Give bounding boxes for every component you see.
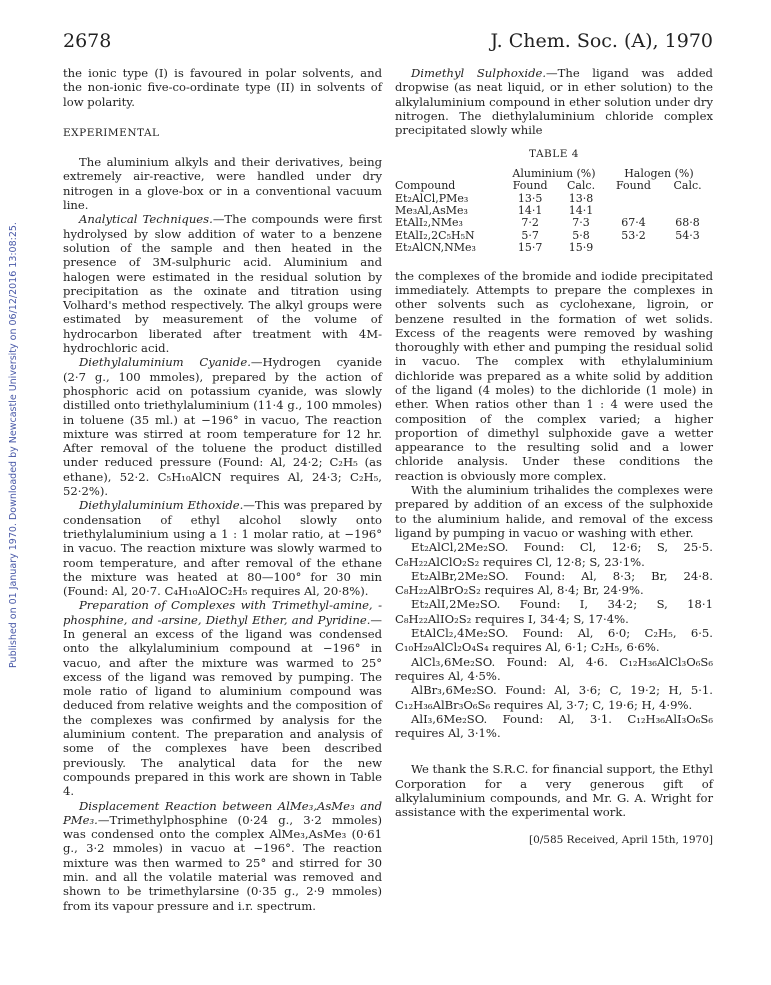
analysis-entry: Et₂AlI,2Me₂SO. Found: I, 34·2; S, 18·1 C₈H₂₂AlIO₂S₂ requires I, 34·4; S, 17·4%. (395, 597, 713, 626)
compound-cell: Et₂AlCN,NMe₃ (395, 241, 476, 255)
run-in-title: Preparation of Complexes with Trimethyl-amine, -phosphine, and -arsine, Diethyl Ether, and Pyridine. (63, 598, 382, 627)
hal-calc-cell: 68·8 (675, 216, 700, 230)
paragraph (63, 355, 382, 498)
al-found-cell: 7·2 (521, 216, 539, 230)
al-calc-cell: 7·3 (572, 216, 590, 230)
paragraph (63, 212, 382, 355)
hal-found-cell: 67·4 (621, 216, 646, 230)
paragraph-text: —The compounds were first hydrolysed by slow addition of water to a benzene solution of the sample and then heated in the presence of 3M-sulphuric acid. Aluminium and halogen were estimated in the residual solution by precipitation as the oxinate and titration using Volhard's method respectively. The alkyl groups were estimated by measurement of the volume of hydrocarbon liberated after treatment with 4M-hydrochloric acid. (63, 212, 382, 356)
received-note: [0/585 Received, April 15th, 1970] (528, 833, 713, 846)
compound-cell: Me₃Al,AsMe₃ (395, 204, 468, 217)
al-found-cell: 14·1 (517, 204, 543, 217)
analysis-entry: AlCl₃,6Me₂SO. Found: Al, 4·6. C₁₂H₃₆AlCl₃O₆S₆ requires Al, 4·5%. (395, 654, 713, 683)
column-header-compound: Compound (395, 179, 456, 193)
hal-calc-cell: 54·3 (675, 228, 700, 242)
run-in-title: Analytical Techniques. (79, 212, 213, 227)
paragraph: The aluminium alkyls and their derivatives, being extremely air-reactive, were handled under dry nitrogen in a glove-box or in a conventional vacuum line. (63, 155, 382, 213)
analysis-entry: Et₂AlBr,2Me₂SO. Found: Al, 8·3; Br, 24·8. C₈H₂₂AlBrO₂S₂ requires Al, 8·4; Br, 24·9%. (395, 568, 713, 598)
publication-note: Published on 01 January 1970. Downloaded by Newcastle University on 06/12/2016 13:08:25. (8, 222, 19, 668)
compound-cell: Et₂AlCl,PMe₃ (395, 191, 469, 205)
left-column (63, 66, 382, 913)
paragraph-text: —Trimethylphosphine (0·24 g., 3·2 mmoles) was condensed onto the complex AlMe₃,AsMe₃ (0·61 g., 3·2 mmoles) in vacuo at −196°. The reaction mixture was then warmed to 25° and stirred for 30 min. and all the volatile material was removed and shown to be trimethylarsine (0·35 g., 2·9 mmoles) from its vapour pressure and i.r. spectrum. (63, 812, 382, 913)
paragraph (395, 66, 713, 137)
column-header-calc: Calc. (673, 179, 702, 193)
analysis-entry: AlBr₃,6Me₂SO. Found: Al, 3·6; C, 19·2; H, 5·1. C₁₂H₃₆AlBr₃O₆S₆ requires Al, 3·7; C, 19·6; H, 4·9%. (395, 683, 713, 712)
analysis-entry: Et₂AlCl,2Me₂SO. Found: Cl, 12·6; S, 25·5. C₈H₂₂AlClO₂S₂ requires Cl, 12·8; S, 23·1%. (395, 540, 713, 569)
al-calc-cell: 5·8 (572, 228, 590, 242)
column-header-found: Found (616, 179, 651, 193)
section-heading: EXPERIMENTAL (63, 126, 160, 139)
column-header-found: Found (512, 179, 548, 193)
hal-found-cell (605, 193, 662, 205)
hal-found-cell: 53·2 (621, 228, 646, 242)
analysis-table (395, 168, 713, 255)
paragraph (63, 498, 382, 598)
table-row (395, 242, 713, 254)
run-in-title: Diethylaluminium Ethoxide. (79, 498, 244, 513)
al-calc-cell: 14·1 (568, 204, 594, 217)
table-title: TABLE 4 (529, 148, 579, 161)
journal-title: J. Chem. Soc. (A), 1970 (490, 30, 713, 52)
column-header-calc: Calc. (566, 179, 596, 193)
paragraph: the complexes of the bromide and iodide precipitated immediately. Attempts to prepare the complexes in other solvents such as cyclohexane, ligroin, or benzene resulted in the formation of wet solids. Excess of the reagents were removed by washing thoroughly with ether and pumping the residual solid in vacuo. The complex with ethylaluminium dichloride was prepared as a white solid by addition of the ligand (4 moles) to the dichloride (1 mole) in ether. When ratios other than 1 : 4 were used the composition of the complex varied; a higher proportion of dimethyl sulphoxide gave a wetter appearance to the resulting solid and a lower chloride analysis. Under these conditions the reaction is obviously more complex. (395, 268, 713, 483)
paragraph-text: —This was prepared by condensation of ethyl alcohol slowly onto triethylaluminium using a 1 : 1 molar ratio, at −196° in vacuo. The reaction mixture was slowly warmed to room temperature, and after removal of the ethane the mixture was heated at 80—100° for 30 min (Found: Al, 20·7. C₄H₁₀AlOC₂H₅ requires Al, 20·8%). (63, 498, 382, 599)
paragraph-text: —In general an excess of the ligand was condensed onto the alkylaluminium compound at −196° in vacuo, and after the mixture was warmed to 25° excess of the ligand was removed by pumping. The mole ratio of ligand to aluminium compound was deduced from relative weights and the composition of the complexes was confirmed by analysis for the aluminium content. The preparation and analysis of some of the complexes have been described previously. The analytical data for the new compounds prepared in this work are shown in Table 4. (63, 612, 382, 799)
table-row (395, 217, 713, 229)
paragraph: With the aluminium trihalides the complexes were prepared by addition of an excess of the sulphoxide to the aluminium halide, and removal of the excess ligand by pumping in vacuo or washing with ether. (395, 483, 713, 540)
run-in-title: Diethylaluminium Cyanide. (79, 355, 251, 370)
publication-sidebar (0, 40, 19, 690)
paragraph (63, 598, 382, 798)
group-header-aluminium: Aluminium (%) (512, 166, 596, 180)
intro-paragraph: the ionic type (I) is favoured in polar solvents, and the non-ionic five-co-ordinate type (II) in solvents of low polarity. (63, 66, 382, 109)
run-in-title: Displacement Reaction between AlMe₃,AsMe₃ and PMe₃. (63, 798, 382, 827)
paragraph-text: —The ligand was added dropwise (as neat liquid, or in ether solution) to the alkylaluminium compound in ether solution under dry nitrogen. The diethylaluminium chloride complex precipitated slowly while (395, 66, 713, 138)
paragraph (63, 799, 382, 913)
hal-found-cell (605, 242, 662, 254)
analysis-entry: AlI₃,6Me₂SO. Found: Al, 3·1. C₁₂H₃₆AlI₃O₆S₆ requires Al, 3·1%. (395, 711, 713, 741)
hal-calc-cell (662, 242, 713, 254)
analysis-entry: EtAlCl₂,4Me₂SO. Found: Al, 6·0; C₂H₅, 6·5. C₁₀H₂₉AlCl₂O₄S₄ requires Al, 6·1; C₂H₅, 6·6%. (395, 626, 713, 655)
run-in-title: Dimethyl Sulphoxide. (411, 66, 547, 80)
group-header-halogen: Halogen (%) (624, 166, 694, 180)
hal-calc-cell (662, 193, 713, 205)
page-number: 2678 (63, 30, 112, 52)
paragraph-text: —Hydrogen cyanide (2·7 g., 100 mmoles), prepared by the action of phosphoric acid on potassium cyanide, was slowly distilled onto triethylaluminium (11·4 g., 100 mmoles) in toluene (35 ml.) at −196° in vacuo, The reaction mixture was stirred at room temperature for 12 hr. After removal of the toluene the product distilled under reduced pressure (Found: Al, 24·2; C₂H₅ (as ethane), 52·2. C₅H₁₀AlCN requires Al, 24·3; C₂H₅, 52·2%). (63, 355, 382, 499)
al-found-cell: 5·7 (521, 228, 539, 242)
compound-cell: EtAlI₂,NMe₃ (395, 216, 463, 230)
al-found-cell: 15·7 (517, 241, 543, 255)
al-calc-cell: 15·9 (568, 241, 594, 255)
al-found-cell: 13·5 (517, 191, 543, 205)
compound-cell: EtAlI₂,2C₅H₅N (395, 228, 475, 242)
right-column (395, 66, 713, 847)
al-calc-cell: 13·8 (568, 191, 594, 205)
acknowledgement: We thank the S.R.C. for financial support, the Ethyl Corporation for a very generous gift of alkylaluminium compounds, and Mr. G. A. Wright for assistance with the experimental work. (395, 762, 713, 820)
